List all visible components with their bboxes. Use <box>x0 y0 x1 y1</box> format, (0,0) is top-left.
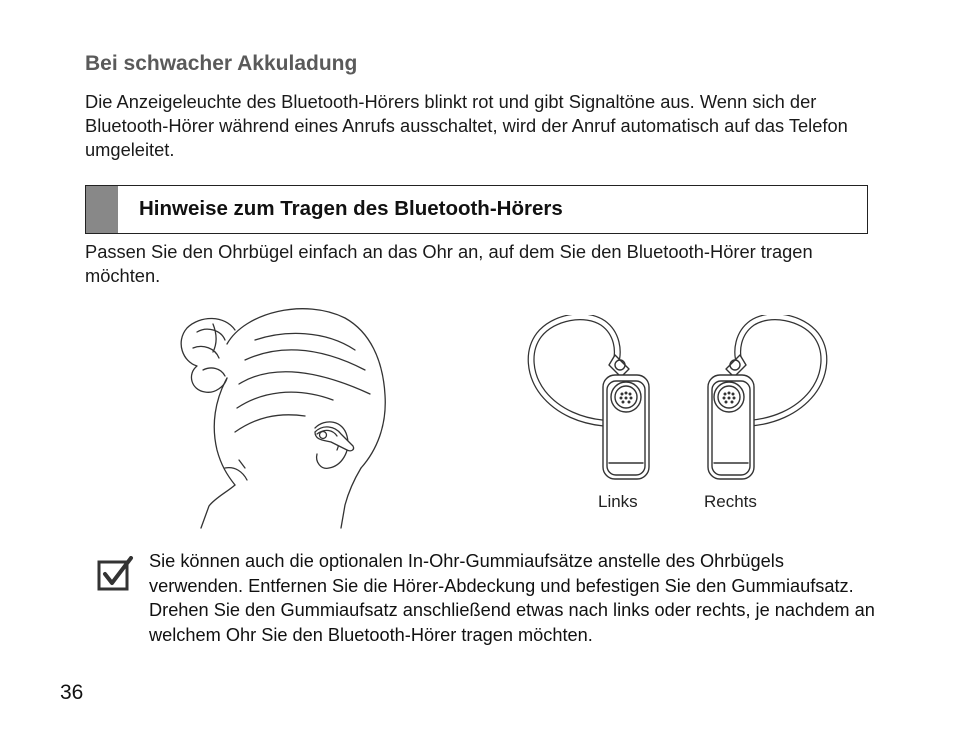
subheading-low-battery: Bei schwacher Akkuladung <box>85 52 358 75</box>
label-right: Rechts <box>704 492 757 511</box>
paragraph-low-battery: Die Anzeigeleuchte des Bluetooth-Hörers blinkt rot und gibt Signaltöne aus. Wenn sich der Bluetooth-Hörer während eines Anrufs ausschaltet, wird der Anruf automatisch auf das Telefon umgeleitet. <box>85 91 848 160</box>
headsets-left-right-illustration <box>525 315 830 485</box>
note-text: Sie können auch die optionalen In-Ohr-Gummiaufsätze anstelle des Ohrbügels verwenden. Entfernen Sie die Hörer-Abdeckung und befestigen Sie den Gummiaufsatz. Drehen Sie den Gummiaufsatz anschließend etwas nach links oder rechts, je nachdem an welchem Ohr Sie den Bluetooth-Hörer tragen möchten. <box>149 551 875 645</box>
page-number: 36 <box>60 681 84 704</box>
head-wearing-headset-illustration <box>165 300 395 530</box>
section-header-bar <box>86 186 118 233</box>
section-title: Hinweise zum Tragen des Bluetooth-Hörers <box>139 197 563 220</box>
label-left: Links <box>598 492 638 511</box>
checkbox-check-icon <box>97 556 135 592</box>
paragraph-wearing: Passen Sie den Ohrbügel einfach an das Ohr an, auf dem Sie den Bluetooth-Hörer tragen möchten. <box>85 241 813 286</box>
section-header-box <box>85 185 868 234</box>
